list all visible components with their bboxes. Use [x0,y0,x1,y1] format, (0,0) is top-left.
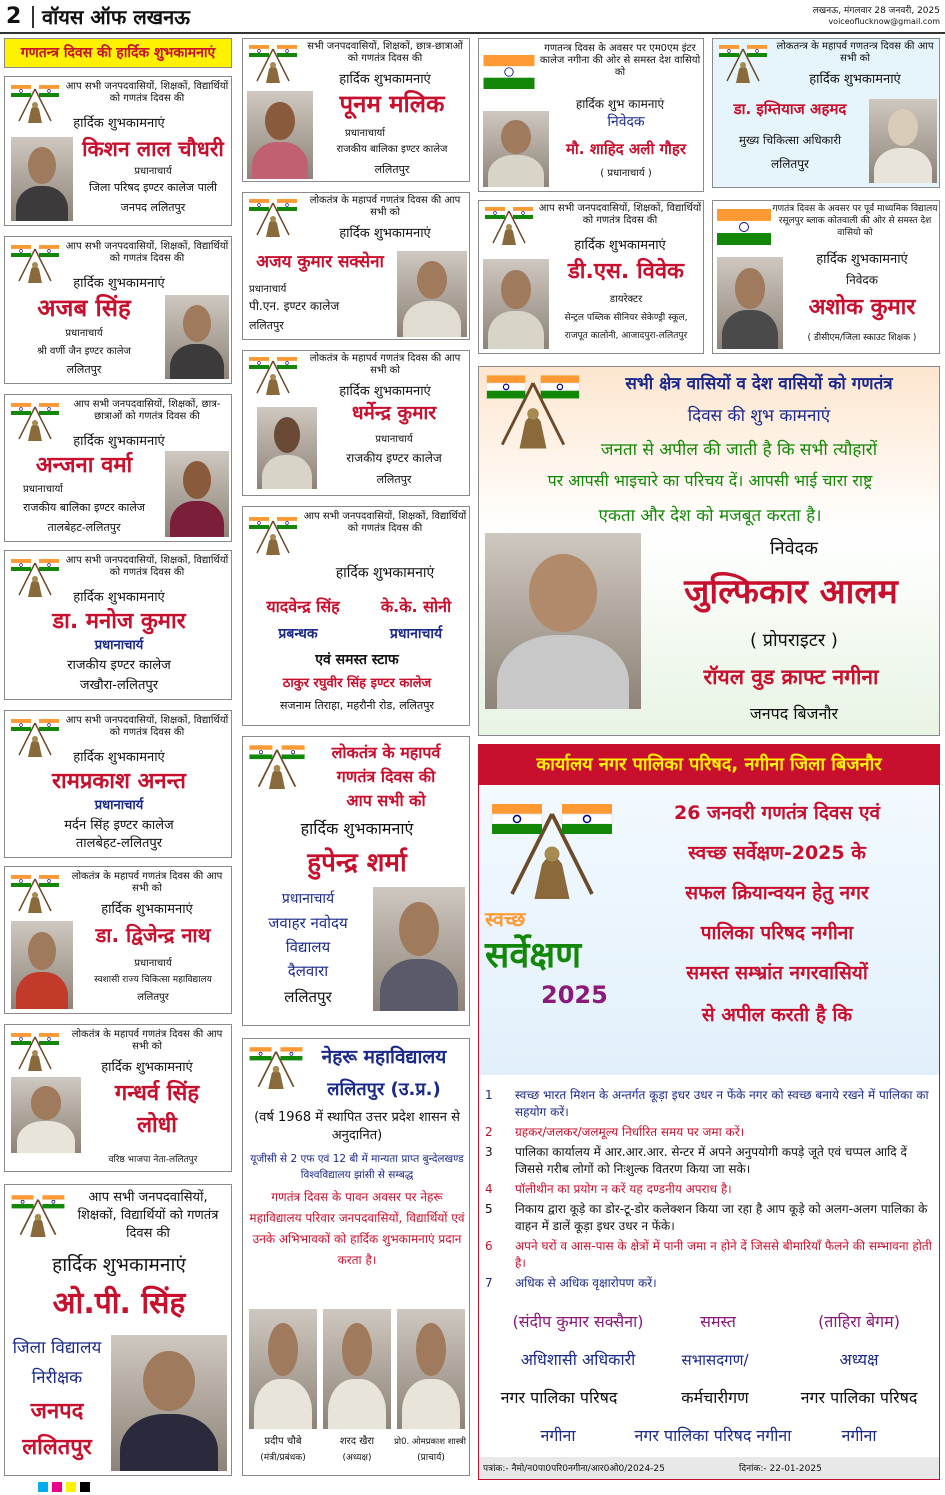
card-intro: आप सभी जनपदवासियों, शिक्षकों, छात्र-छात्राओं को गणतंत्र दिवस की [73,399,221,422]
flags-emblem-icon [9,1193,67,1237]
notice-title: कार्यालय नगर पालिका परिषद, नगीना जिला बिजनौर [536,754,882,775]
person-photo [257,407,317,489]
message-line1: सभी क्षेत्र वासियों व देश वासियों को गणतंत्र [625,374,893,394]
person-name: अन्जना वर्मा [35,453,133,478]
nivedak-label: निवेदक [845,273,879,287]
signatory-3-org: नगर पालिका परिषद [800,1388,918,1407]
signatory-2-org: कर्मचारीगण [681,1388,749,1407]
card-intro: गणतन्त्र दिवस के अवसर पर एम0एम इंटर कालेज नगीना की ओर से समस्त देश वासियो को [539,43,701,78]
swachh-logo [485,905,619,1019]
person-photo [373,887,465,1011]
card-wish: हार्दिक शुभकामनाएं [339,72,431,87]
college-address: सजनाम तिराहा, महरौनी रोड, ललितपुर [279,699,434,712]
appeal-line4: पालिका परिषद नगीना [700,922,854,944]
person-name-line2: लोधी [137,1113,177,1138]
signatory-1-place: नगीना [540,1426,576,1445]
signatory-3-name: (ताहिरा बेगम) [818,1312,900,1331]
designation: प्रधानाचार्य [375,434,413,445]
designation: मुख्य चिकित्सा अधिकारी [738,133,842,147]
location: ललितपुर [374,163,410,176]
location-line1: जनपद [30,1399,84,1424]
institution-line3: दैलवारा [287,962,329,980]
person-name: डा. मनोज कुमार [52,609,186,634]
card-wish: हार्दिक शुभकामनाएं [73,434,165,449]
card-wish: हार्दिक शुभकामनाएं [73,590,165,605]
card-dharmendra-kumar [242,350,470,496]
card-intro-line3: आप सभी को [346,791,426,810]
institution-line2: विद्यालय [285,938,331,956]
card-ajab-singh [4,236,232,384]
designation: प्रधानाचार्य [249,284,287,295]
institution: जिला परिषद इण्टर कालेज पाली [89,181,217,194]
appeal-line6: से अपील करती है कि [701,1004,853,1026]
signatory-3-place: नगीना [841,1426,877,1445]
person-name: अजय कुमार सक्सेना [256,252,384,272]
person-photo [717,257,783,349]
designation: प्रधानाचार्य [94,798,144,813]
card-intro: आप सभी जनपदवासियों, शिक्षकों, विद्यार्थियों को गणतंत्र दिवस की [65,715,229,738]
designation: प्रधानाचार्या [23,484,63,495]
person-photo [247,91,313,179]
card-ds-vivek [478,200,704,354]
institution: राजकीय बालिका इण्टर कालेज [336,144,448,155]
address: राजपूत कालोनी, आजादपुरा-ललितपुर [564,331,688,341]
card-intro-line2: गणतंत्र दिवस की [336,767,436,786]
person-name: किशन लाल चौधरी [82,137,224,161]
flags-emblem-icon [247,515,299,555]
card-ashok-kumar [712,200,940,354]
cmyk-swatch-c [38,1482,48,1492]
notice-date: दिनांक:- 22-01-2025 [739,1464,822,1474]
flags-emblem-icon [247,197,299,237]
person-name-line1: गन्धर्व सिंह [114,1081,200,1106]
card-manoj-kumar [4,550,232,700]
card-wish: हार्दिक शुभकामनाएं [73,116,165,131]
designation-line1: जिला विद्यालय [12,1338,102,1358]
list-item: 2 ग्रहकर/जलकर/जलमूल्य निर्धारित समय पर जमा करें। [485,1125,745,1139]
card-imtiyaz-ahmad [712,38,940,188]
designation: वरिष्ठ भाजपा नेता-ललितपुर [108,1155,198,1165]
card-wish: हार्दिक शुभकामनाएं [339,384,431,399]
message-line3: जनता से अपील की जाती है कि सभी त्यौहारों [600,440,878,460]
card-ajay-saxena [242,192,470,340]
person-photo [111,1335,227,1471]
cmyk-swatch-k [80,1482,90,1492]
designation: ( प्रोपराइटर ) [750,630,838,651]
location: ललितपुर [66,363,102,376]
card-intro: सभी जनपदवासियों, शिक्षकों, छात्र-छात्राओं को गणतंत्र दिवस की [307,41,463,64]
person-name: पूनम मलिक [339,90,445,118]
location: तालबेहट-ललितपुर [47,521,121,534]
card-intro: आप सभी जनपदवासियों, शिक्षकों, विद्यार्थियों को गणतंत्र दिवस की [65,81,229,104]
person-name: हुपेन्द्र शर्मा [307,848,407,878]
person-photo [397,251,467,337]
india-flag-icon [483,55,535,89]
person-name: मौ. शाहिद अली गौहर [565,140,687,158]
banner-text: गणतन्त्र दिवस की हार्दिक शुभकामनाएं [20,45,216,61]
card-zulfikar-alam [478,366,940,736]
institution: राजकीय बालिका इण्टर कालेज [23,501,145,514]
location: जनपद ललितपुर [120,201,186,214]
email: voiceoflucknow@gmail.com [828,17,940,26]
card-wish: हार्दिक शुभकामनाएं [574,238,666,253]
institution: श्री वर्णी जैन इण्टर कालेज [37,346,131,357]
card-shahid-ali [478,38,704,192]
card-intro: लोकतन्त्र के महापर्व गणतन्त्र दिवस की आप सभी को [776,41,934,64]
person-photo [485,533,641,709]
page-header [0,0,945,34]
newspaper-title: वॉयस ऑफ लखनऊ [42,5,190,29]
flags-emblem-icon [9,873,61,913]
signatory-2-name: समस्त [700,1312,736,1331]
signatory-3-role: अध्यक्ष [839,1350,879,1369]
list-item: 7 अधिक से अधिक वृक्षारोपण करें। [485,1276,657,1290]
swachh-logo-year: 2025 [541,981,608,1009]
card-intro: लोकतंत्र के महापर्व गणतंत्र दिवस की आप सभी को [309,195,461,218]
person-name: अशोक कुमार [808,295,916,320]
india-flag-icon [717,209,771,245]
page-number: 2 [6,4,22,29]
nivedak-label: निवेदक [607,114,645,130]
flags-emblem-icon [9,1031,61,1071]
person-name: ओ.पी. सिंह [52,1286,186,1321]
location: ललितपुर [771,157,809,171]
flags-emblem-icon [247,43,299,83]
card-wish: हार्दिक शुभकामनाएं [101,1060,193,1075]
card-wish: हार्दिक शुभकामनाएं [101,902,193,917]
designation: प्रधानाचार्य [134,166,172,177]
person-name: डी.एस. विवेक [568,259,684,284]
person-name: डा. द्विजेन्द्र नाथ [95,923,211,947]
card-op-singh [4,1184,232,1476]
location: जखौरा-ललितपुर [79,678,159,693]
manager-role: प्रबन्धक [278,626,318,642]
list-item: 5 निकाय द्वारा कूड़े का डोर-टू-डोर कलेक्शन किया जा रहा है आप कूड़े को अलग-अलग पालिका के वाहन में डालें कूड़ा इधर उधर न फेंके। [485,1202,928,1233]
designation: प्रधानाचार्या [345,128,385,139]
person-name: जुल्फिकार आलम [684,572,898,612]
card-intro: आप सभी जनपदवासियों, शिक्षकों, विद्यार्थियों को गणतंत्र दिवस की [65,241,229,264]
card-intro: लोकतंत्र के महापर्व गणतंत्र दिवस की आप सभी को [309,353,461,376]
institution-line1: जवाहर नवोदय [268,914,348,932]
message-line2: दिवस की शुभ कामनाएं [687,406,831,426]
card-intro: लोकतंत्र के महापर्व गणतंत्र दिवस की आप सभी को [71,871,223,894]
card-poonam-malik [242,38,470,182]
college-location: ललितपुर (उ.प्र.) [327,1079,441,1100]
manager-name: यादवेन्द्र सिंह [266,597,340,616]
signatory-1-name: (संदीप कुमार सक्सैना) [512,1312,644,1331]
location: ललितपुर [137,992,169,1003]
appeal-line3: सफल क्रियान्वयन हेतु नगर [685,882,869,904]
district: जनपद बिजनौर [749,704,839,723]
card-intro: आप सभी जनपदवासियों, शिक्षकों, विद्यार्थियों को गणतंत्र दिवस की [538,203,702,226]
location: ललितपुर [249,319,284,332]
card-intro: लोकतंत्र के महापर्व गणतंत्र दिवस की आप सभी को [71,1029,223,1052]
person-photo [483,111,549,187]
flags-emblem-icon [717,43,769,83]
established: (वर्ष 1968 में स्थापित उत्तर प्रदेश शासन से अनुदानित) [254,1110,460,1143]
list-item: 1 स्वच्छ भारत मिशन के अन्तर्गत कूड़ा इधर उधर न फेंके नगर को स्वच्छ बनाये रखने में पालिका का सहयोग करें। [485,1088,929,1119]
principal-role: प्रधानाचार्य [389,626,443,642]
cmyk-swatch-y [66,1482,76,1492]
card-wish: हार्दिक शुभ कामनाएं [575,97,665,111]
card-wish: हार्दिक शुभकामनाएं [73,276,165,291]
list-item: 6 अपने घरों व आस-पास के क्षेत्रों में पानी जमा न होने दें जिससे बीमारियाँ फैलने की सम्भावना होती है। [485,1239,932,1270]
notice-nagar-palika [478,744,940,1480]
appeal-list [485,1087,935,1295]
list-item: 4 पॉलीथीन का प्रयोग न करें यह दण्डनीय अपराध है। [485,1182,732,1196]
member-role-1: (मंत्री/प्रबंधक) [260,1453,306,1463]
firm-name: रॉयल वुड क्राफ्ट नगीना [703,665,879,689]
college-title: नेहरू महाविद्यालय [321,1046,447,1068]
photo-omprakash-shastri [397,1309,465,1429]
college-message: गणतंत्र दिवस के पावन अवसर पर नेहरू महाविद्यालय परिवार जनपदवासियों, विद्यार्थियों एवं उनके अभिभावकों को हार्दिक शुभकामनाएं प्रदान करता है। [249,1190,465,1267]
card-nehru-college [242,1038,470,1476]
notice-title-bar [479,745,939,785]
location-line2: ललितपुर [22,1435,92,1460]
institution: स्वशासी राज्य चिकित्सा महाविद्यालय [94,975,212,985]
signatory-2-place: नगर पालिका परिषद नगीना [634,1426,792,1445]
institution: मर्दन सिंह इण्टर कालेज [64,818,174,833]
institution: पी.एन. इण्टर कालेज [249,299,340,313]
card-kishan-lal [4,76,232,226]
designation: ( डीसीएम/जिला स्काउट शिक्षक ) [807,333,917,343]
message-line4: पर आपसी भाइचारे का परिचय दें। आपसी भाई चारा राष्ट्र [547,471,873,490]
header-divider [32,6,34,28]
person-photo [165,295,229,379]
card-gandharv-singh [4,1024,232,1172]
designation-line2: निरीक्षक [31,1368,83,1388]
person-name: धर्मेन्द्र कुमार [351,402,437,424]
college-name: ठाकुर रघुवीर सिंह इण्टर कालेज [282,676,432,691]
signatory-1-org: नगर पालिका परिषद [500,1388,618,1407]
person-photo [165,451,229,537]
card-intro: आप सभी जनपदवासियों, शिक्षकों, विद्यार्थियों को गणतंत्र दिवस की [65,555,229,578]
card-wish: हार्दिक शुभकामनाएं [300,819,414,838]
signatory-1-role: अधिशासी अधिकारी [520,1350,636,1369]
list-item: 3 पालिका कार्यालय में आर.आर.आर. सेन्टर में अपने अनुपयोगी कपडे़ जूते एवं चप्पल आदि दें जिससे गरीब लोगों को निःशुल्क वितरण किया जा सके। [485,1145,907,1176]
notice-footer [479,1457,939,1479]
card-wish: हार्दिक शुभकामनाएं [335,565,435,581]
flags-emblem-icon [247,743,307,789]
reference-number: पत्रांक:- नैमो/न0पा0परि0नगीना/आर0ओ0/2024-25 [483,1464,665,1474]
location: ललितपुर [376,473,412,486]
appeal-line2: स्वच्छ सर्वेक्षण-2025 के [688,842,866,864]
flags-emblem-icon [247,1045,305,1089]
designation: डायरेक्टर [609,294,643,305]
message-line5: एकता और देश को मजबूत करता है। [598,506,822,526]
card-dwijendra-nath [4,866,232,1014]
photo-pradeep-chaube [249,1309,317,1429]
principal-name: के.के. सोनी [380,597,452,616]
nivedak-label: निवेदक [769,538,819,559]
card-wish: हार्दिक शुभकामनाएं [809,72,901,87]
card-anjana-verma [4,394,232,542]
card-intro: गणतंत्र दिवस के अवसर पर पूर्व माध्यमिक विद्यालय रसूलपुर ब्लाक कोतवाली की ओर से समस्त देश वासियो को [772,204,938,238]
designation: प्रधानाचार्य [134,958,172,969]
cmyk-swatch-m [52,1482,62,1492]
card-wish: हार्दिक शुभकामनाएं [816,252,908,267]
member-role-3: (प्राचार्य) [417,1453,445,1463]
left-banner [4,38,232,68]
card-wish: हार्दिक शुभकामनाएं [73,750,165,765]
staff-line: एवं समस्त स्टाफ [315,652,399,668]
flags-emblem-icon [247,355,299,395]
designation: प्रधानाचार्य [65,328,103,339]
person-photo [483,259,549,349]
card-intro: आप सभी जनपदवासियों, शिक्षकों, विद्यार्थियों को गणतंत्र दिवस की [77,1190,219,1241]
person-photo [869,99,937,183]
appeal-line5: समस्त सम्भ्रांत नगरवासियों [686,962,868,984]
institution: राजकीय इण्टर कालेज [346,451,442,465]
institution: राजकीय इण्टर कालेज [67,658,171,673]
person-name: अजब सिंह [37,294,131,322]
print-color-strip [4,1482,940,1492]
dateline: लखनऊ, मंगलवार 28 जनवरी, 2025 [812,6,940,16]
card-ramprakash [4,710,232,858]
affiliation: यूजीसी से 2 एफ एवं 12 बी में मान्यता प्राप्त बुन्देलखण्ड विश्वविद्यालय झांसी से सम्बद्ध [250,1153,464,1181]
member-name-3: प्रो0. ओमप्रकाश शास्त्री [394,1437,466,1447]
person-photo [11,1077,81,1153]
person-name: डा. इम्तियाज अहमद [733,100,847,118]
card-thakur-raghuveer [242,506,470,726]
location: तालबेहट-ललितपुर [75,836,163,851]
flags-emblem-icon [483,205,535,245]
swachh-logo-word1: स्वच्छ [485,907,526,931]
swachh-logo-word2: सर्वेक्षण [485,935,582,976]
person-photo [11,921,73,1009]
designation: प्रधानाचार्य [281,891,335,907]
institution: सेन्ट्रल पब्लिक सीनियर सेकेण्ड्री स्कूल, [564,313,688,323]
photo-sharad-khaira [323,1309,391,1429]
member-name-1: प्रदीप चौबे [264,1436,302,1447]
person-photo [11,137,73,221]
card-hupendra-sharma [242,736,470,1026]
card-intro-line1: लोकतंत्र के महापर्व [331,743,441,762]
flags-emblem-icon [487,799,617,899]
designation: ( प्रधानाचार्य ) [600,168,652,179]
card-wish: हार्दिक शुभकामनाएं [339,226,431,241]
card-intro: आप सभी जनपदवासियों, शिक्षकों, विद्यार्थियों को गणतंत्र दिवस की [303,511,467,534]
card-wish: हार्दिक शुभकामनाएं [52,1254,186,1276]
member-name-2: शरद खैरा [339,1436,375,1447]
designation: प्रधानाचार्य [94,638,144,653]
appeal-line1: 26 जनवरी गणतंत्र दिवस एवं [673,802,881,824]
signatory-2-role: सभासदगण/ [681,1351,749,1369]
person-name: रामप्रकाश अनन्त [52,769,186,794]
member-role-2: (अध्यक्ष) [342,1453,372,1463]
location: ललितपुर [284,988,332,1006]
